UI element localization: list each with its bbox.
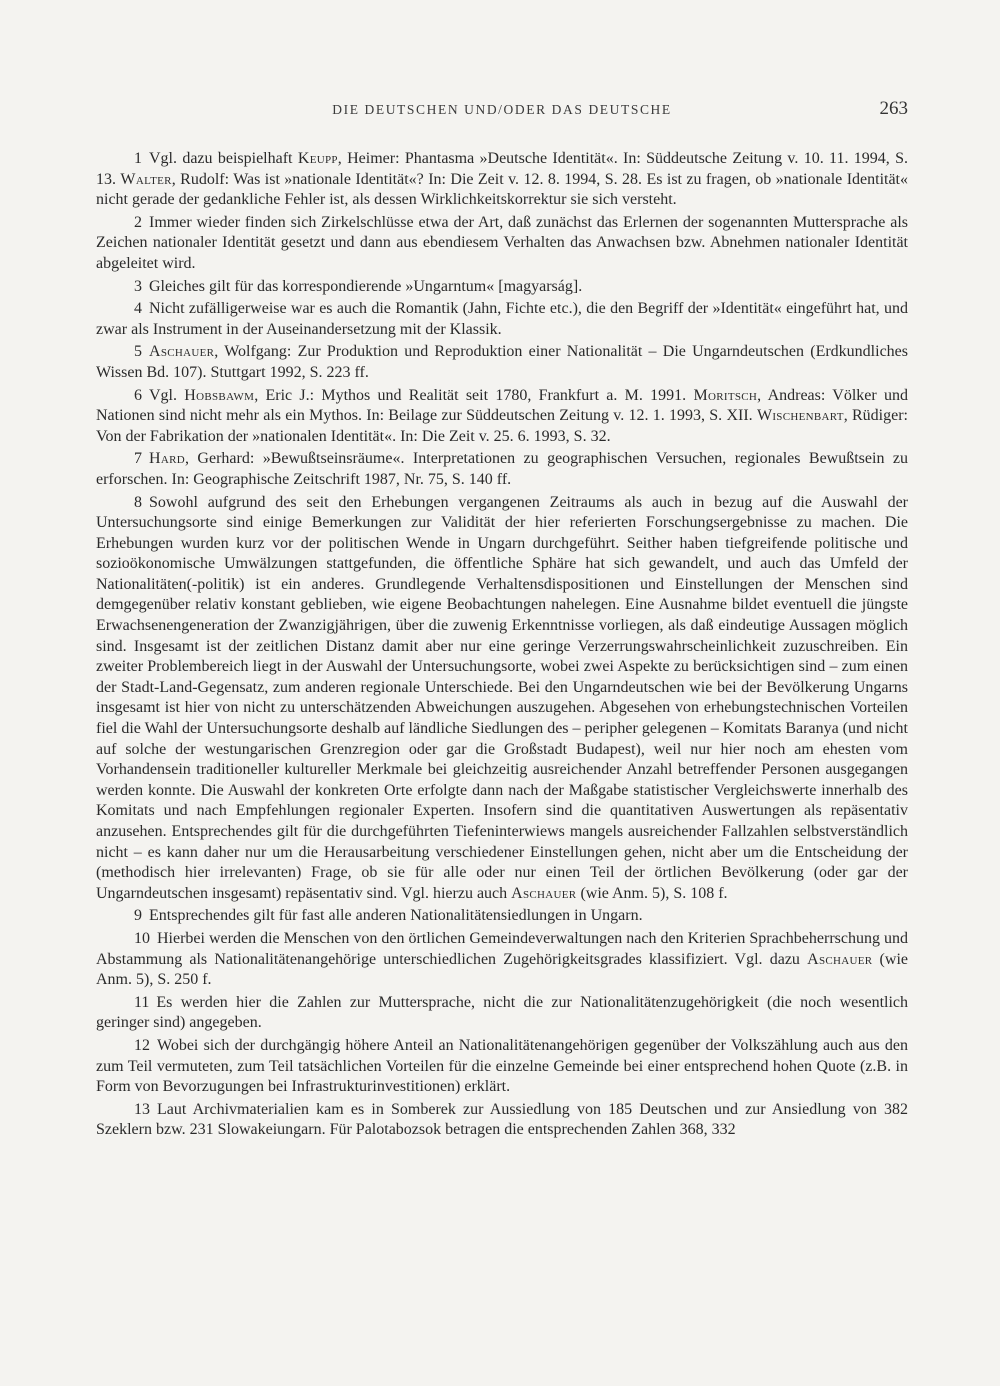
footnote-text: Vgl. dazu beispielhaft [149, 150, 298, 167]
footnote [96, 493, 908, 905]
footnote-text: Vgl. [149, 386, 185, 404]
footnote [96, 342, 908, 383]
footnote [96, 929, 908, 991]
footnote-text: Hierbei werden die Menschen von den örtlichen Gemeindeverwaltungen nach den Kriterien Sprachbeherrschung und Abstammung als Nationalitätenangehörige unterschiedlichen Zugehörigkeitsgrades klassifiziert. Vgl. dazu [96, 929, 908, 968]
footnote [96, 993, 908, 1034]
footnote [96, 213, 908, 275]
footnote-number: 1 [134, 150, 142, 167]
footnote-text: , Heimer: Phantasma »Deutsche Identität«. In: Süddeutsche Zeitung v. 10. 11. 1994, S. 13. [96, 150, 909, 188]
footnote-text: Sowohl aufgrund des seit den Erhebungen vergangenen Zeitraums als auch in bezug auf die Auswahl der Untersuchungsorte sind einige Bemerkungen zur Validität der hier referierten Forschungsergebnisse zu machen. Die Erhebungen wurden kurz vor der politischen Wende in Ungarn durchgeführt. Seither haben tiefgreifende politische und sozioökonomische Umwälzungen stattgefunden, die öffentliche Sphäre hat sich gewandelt, und auch das Umfeld der Nationalitäten(-politik) ist ein anderes. Grundlegende Verhaltensdispositionen und Einstellungen der Menschen sind demgegenüber relativ konstant geblieben, wie eigene Beobachtungen nahelegen. Eine Ausnahme bildet eventuell die jüngste Erwachsenengeneration der Zwanzigjährigen, über die zuwenig Erkenntnisse vorliegen, als daß eindeutige Aussagen möglich sind. Insgesamt ist der zeitlichen Distanz damit aber nur eine geringe Verzerrungswahrscheinlichkeit zuzuschreiben. Ein zweiter Problembereich liegt in der Auswahl der Untersuchungsorte, wobei zwei Aspekte zu berücksichtigen sind – zum einen der Stadt-Land-Gegensatz, zum anderen regionale Unterschiede. Bei den Ungarndeutschen wie bei der Bevölkerung Ungarns insgesamt ist hier von nicht zu unterschätzenden Abweichungen auszugehen. Abgesehen von erhebungstechnischen Vorteilen fiel die Wahl der Untersuchungsorte deshalb auf ländliche Siedlungen des – peripher gelegenen – Komitats Baranya (und nicht auf solche der westungarischen Grenzregion oder gar die Großstadt Budapest), weil nur hier noch am ehesten vom Vorhandensein traditioneller kultureller Merkmale bei gleichzeitig ausreichender Anzahl betreffender Personen ausgegangen werden konnte. Die Auswahl der konkreten Orte erfolgte dann nach der Maßgabe statistischer Vergleichswerte innerhalb des Komitats und nach Empfehlungen regionaler Experten. Insofern sind die quantitativen Auswertungen als repäsentativ anzusehen. Entsprechendes gilt für die durchgeführten Tiefeninterwiews mangels ausreichender Fallzahlen selbstverständlich nicht – es kann daher nur um die Herausarbeitung verschiedener Einstellungen gehen, nicht aber um die Entscheidung der (methodisch hier irrelevanten) Frage, ob sie für alle oder nur einen Teil der örtlichen Bevölkerung (oder gar der Ungarndeutschen insgesamt) repäsentativ sind. Vgl. hierzu auch [96, 493, 908, 902]
footnote-text: , Rudolf: Was ist »nationale Identität«? In: Die Zeit v. 12. 8. 1994, S. 28. Es ist zu fragen, ob »nationale Identität« nicht gerade der gedankliche Fehler ist, als dessen Wirklichkeitskorrektur sie sich versteht. [96, 170, 909, 209]
footnote-number: 4 [134, 300, 142, 318]
author-name: Walter [120, 170, 172, 188]
author-name: Aschauer [511, 884, 577, 902]
footnote-text: , Wolfgang: Zur Produktion und Reproduktion einer Nationalität – Die Ungarndeutschen (Erdkundliches Wissen Bd. 107). Stuttgart 1992, S. 223 ff. [96, 343, 908, 381]
footnote [96, 299, 908, 340]
footnote-number: 3 [134, 277, 142, 295]
footnote-number: 13 [134, 1100, 150, 1118]
footnote-text: , Eric J.: Mythos und Realität seit 1780, Frankfurt a. M. 1991. [254, 386, 694, 404]
page-number: 263 [879, 98, 908, 119]
author-name: Aschauer [149, 343, 215, 361]
footnote-number: 12 [134, 1036, 150, 1054]
footnote-text: Gleiches gilt für das korrespondierende »Ungarntum« [magyarság]. [149, 277, 583, 295]
footnote [96, 277, 908, 298]
footnote-text: , Rüdiger: Von der Fabrikation der »nationalen Identität«. In: Die Zeit v. 25. 6. 1993, S. 32. [96, 407, 909, 445]
footnote-text: Wobei sich der durchgängig höhere Anteil an Nationalitätenangehörigen gegenüber der Volkszählung auch aus den zum Teil vermuteten, zum Teil tatsächlichen Vorteilen für die einzelne Gemeinde bei einer entsprechend hohen Quote (z.B. in Form von Bevorzugungen bei Infrastrukturinvestitionen) erklärt. [96, 1036, 908, 1096]
footnote-text: Laut Archivmaterialien kam es in Somberek zur Aussiedlung von 185 Deutschen und zur Ansiedlung von 382 Szeklern bzw. 231 Slowakeiungarn. Für Palotabozsok betragen die entsprechenden Zahlen 368, 332 [96, 1100, 908, 1139]
footnote-text: , Andreas: Völker und Nationen sind nicht mehr als ein Mythos. In: Beilage zur Süddeutschen Zeitung v. 12. 1. 1993, S. XII. [96, 386, 909, 425]
footnote [96, 906, 908, 927]
footnote-number: 11 [134, 993, 150, 1011]
author-name: Moritsch [693, 386, 758, 404]
footnote-text: Nicht zufälligerweise war es auch die Romantik (Jahn, Fichte etc.), die den Begriff der »Identität« eingeführt hat, und zwar als Instrument in der Auseinandersetzung mit der Klassik. [96, 300, 908, 338]
footnote-number: 9 [134, 907, 142, 925]
author-name: Wischenbart [756, 407, 844, 425]
footnote-text: Immer wieder finden sich Zirkelschlüsse etwa der Art, daß zunächst das Erlernen der sogenannten Muttersprache als Zeichen nationaler Identität gesetzt und dann aus ebendiesem Verhalten das Anwachsen bzw. Abnehmen nationaler Identität abgeleitet wird. [96, 213, 908, 272]
footnote-text: Entsprechendes gilt für fast alle anderen Nationalitätensiedlungen in Ungarn. [149, 907, 643, 925]
running-head [96, 98, 908, 122]
footnote [96, 1100, 908, 1141]
footnote [96, 1036, 908, 1098]
author-name: Hobsbawm [184, 386, 255, 404]
author-name: Hard [149, 450, 185, 468]
footnote [96, 149, 908, 211]
footnote-number: 5 [134, 343, 142, 361]
footnotes [96, 149, 908, 1143]
footnote-number: 7 [134, 450, 142, 468]
author-name: Aschauer [807, 950, 873, 968]
footnote-text: , Gerhard: »Bewußtseinsräume«. Interpretationen zu geographischen Versuchen, regionales Bewußtsein zu erforschen. In: Geographische Zeitschrift 1987, Nr. 75, S. 140 ff. [96, 450, 908, 488]
footnote-number: 10 [134, 929, 150, 947]
footnote-number: 8 [134, 493, 142, 511]
author-name: Keupp [297, 150, 338, 167]
footnote-text: (wie Anm. 5), S. 108 f. [576, 884, 728, 902]
footnote [96, 449, 908, 490]
footnote-text: Es werden hier die Zahlen zur Muttersprache, nicht die zur Nationalitätenzugehörigkeit (die noch wesentlich geringer sind) angegeben. [96, 993, 908, 1032]
footnote-number: 2 [134, 213, 142, 231]
running-title: DIE DEUTSCHEN UND/ODER DAS DEUTSCHE [332, 102, 672, 117]
footnote [96, 386, 908, 448]
footnote-text: (wie Anm. 5), S. 250 f. [96, 950, 908, 989]
footnote-number: 6 [134, 386, 142, 404]
